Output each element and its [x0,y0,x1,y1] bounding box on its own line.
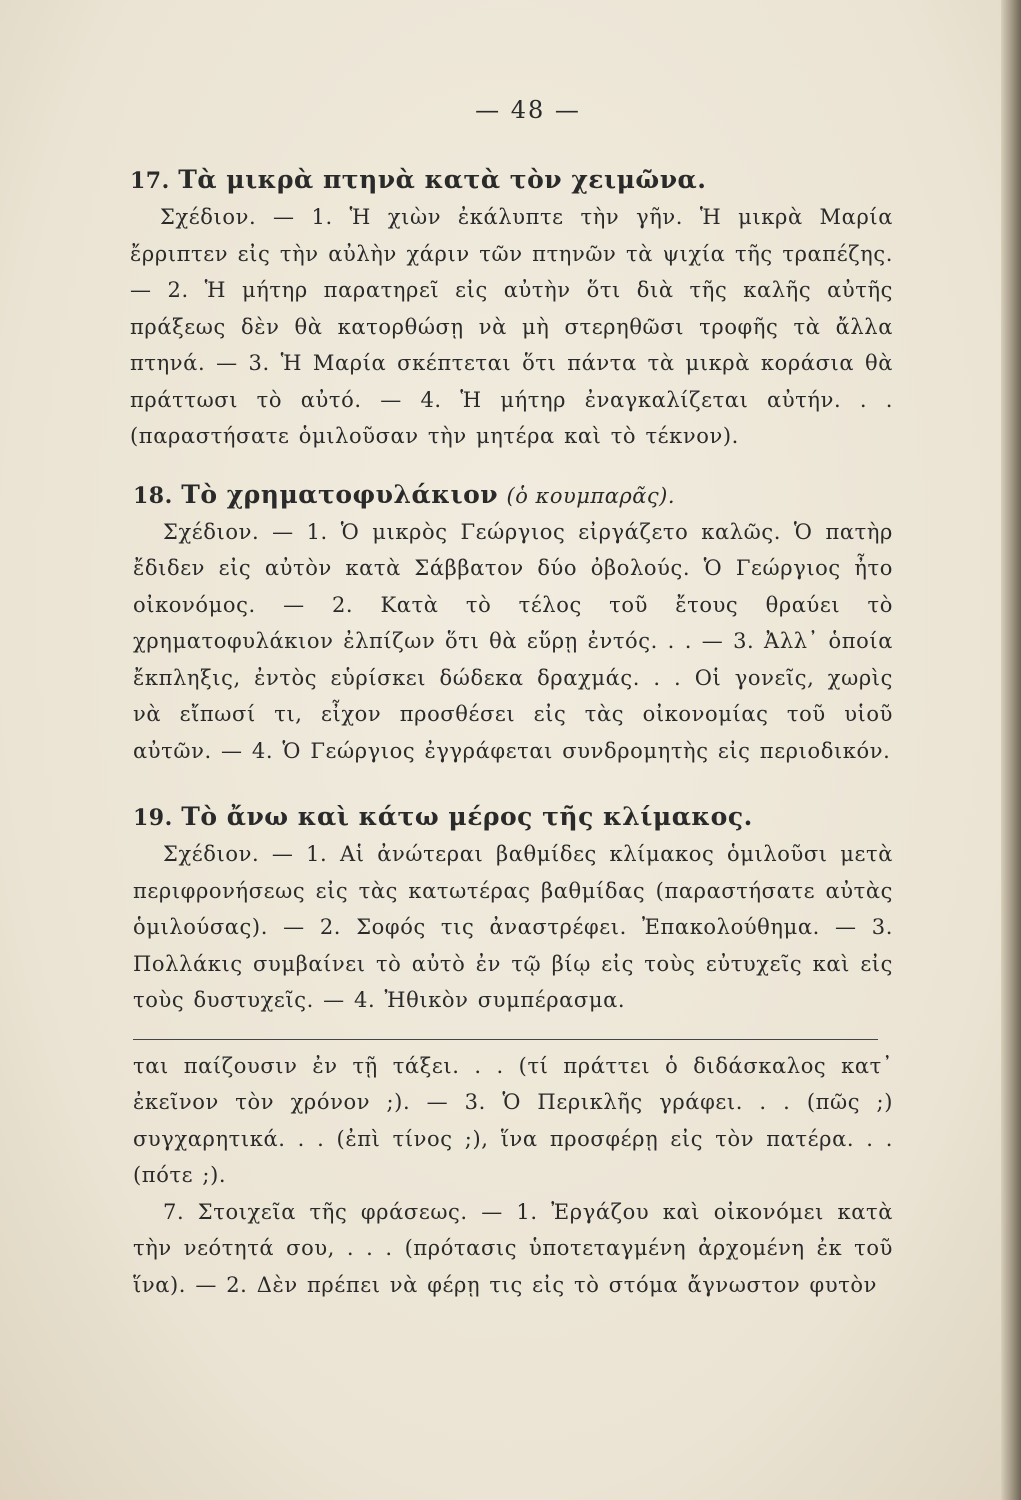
section-subtitle: (ὁ κουμπαρᾶς). [506,483,676,508]
footnote-paragraph: 7. Στοιχεῖα τῆς φράσεως. — 1. Ἐργάζου καὶ οἰκονόμει κατὰ τὴν νεότητά σου, . . . (πρότασις ὑποτεταγμένη ἀρχομένη ἐκ τοῦ ἵνα). — 2. Δὲν πρέπει νὰ φέρῃ τις εἰς τὸ στόμα ἄγνωστον φυτὸν [133,1199,893,1297]
section-title: Τὸ χρηματοφυλάκιον [181,479,499,509]
section-number: 17. [130,168,170,194]
footnote-paragraph: ται παίζουσιν ἐν τῇ τάξει. . . (τί πράττει ὁ διδάσκαλος κατ᾽ ἐκεῖνον τὸν χρόνον ;). — 3. Ὁ Περικλῆς γράφει. . . (πῶς ;) συγχαρητικά. . . (ἐπὶ τίνος ;), ἵνα προσφέρῃ εἰς τὸν πατέρα. . . (πότε ;). [133,1053,893,1187]
section-title: Τὸ ἄνω καὶ κάτω μέρος τῆς κλίμακος. [181,802,753,831]
section-19 [133,799,893,1019]
page-number: — 48 — [475,96,581,124]
section-body: Σχέδιον. — 1. Ἡ χιὼν ἐκάλυπτε τὴν γῆν. Ἡ μικρὰ Μαρία ἔρριπτεν εἰς τὴν αὐλὴν χάριν τῶν πτηνῶν τὰ ψιχία τῆς τραπέζης. — 2. Ἡ μήτηρ παρατηρεῖ εἰς αὐτὴν ὅτι διὰ τῆς καλῆς αὐτῆς πράξεως δὲν θὰ κατορθώσῃ νὰ μὴ στερηθῶσι τροφῆς τὰ ἄλλα πτηνά. — 3. Ἡ Μαρία σκέπτεται ὅτι πάντα τὰ μικρὰ κοράσια θὰ πράττωσι τὸ αὐτό. — 4. Ἡ μήτηρ ἐναγκαλίζεται αὐτήν. . . (παραστήσατε ὁμιλοῦσαν τὴν μητέρα καὶ τὸ τέκνον). [130,205,893,448]
divider-rule [133,1039,878,1040]
section-body: Σχέδιον. — 1. Αἱ ἀνώτεραι βαθμίδες κλίμακος ὁμιλοῦσι μετὰ περιφρονήσεως εἰς τὰς κατωτέρας βαθμίδας (παραστήσατε αὐτὰς ὁμιλούσας). — 2. Σοφός τις ἀναστρέφει. Ἐπακολούθημα. — 3. Πολλάκις συμβαίνει τὸ αὐτὸ ἐν τῷ βίῳ εἰς τοὺς εὐτυχεῖς καὶ εἰς τοὺς δυστυχεῖς. — 4. Ἠθικὸν συμπέρασμα. [133,842,893,1012]
section-number: 18. [133,482,173,509]
section-body: Σχέδιον. — 1. Ὁ μικρὸς Γεώργιος εἰργάζετο καλῶς. Ὁ πατὴρ ἔδιδεν εἰς αὐτὸν κατὰ Σάββατον δύο ὀβολούς. Ὁ Γεώργιος ἦτο οἰκονόμος. — 2. Κατὰ τὸ τέλος τοῦ ἔτους θραύει τὸ χρηματοφυλάκιον ἐλπίζων ὅτι θὰ εὕρῃ ἐντός. . . — 3. Ἀλλ᾽ ὁποία ἔκπληξις, ἐντὸς εὑρίσκει δώδεκα δραχμάς. . . Οἱ γονεῖς, χωρὶς νὰ εἴπωσί τι, εἶχον προσθέσει εἰς τὰς οἰκονομίας τοῦ υἱοῦ αὐτῶν. — 4. Ὁ Γεώργιος ἐγγράφεται συνδρομητὴς εἰς περιοδικόν. [133,519,893,763]
page-edge-shadow [1001,0,1021,1500]
page-content [130,96,893,1303]
section-heading [130,162,893,199]
section-heading [133,477,893,514]
section-title: Τὰ μικρὰ πτηνὰ κατὰ τὸν χειμῶνα. [178,165,707,194]
section-heading [133,799,893,836]
section-number: 19. [133,805,173,831]
section-17 [130,162,893,455]
section-18 [133,477,893,770]
